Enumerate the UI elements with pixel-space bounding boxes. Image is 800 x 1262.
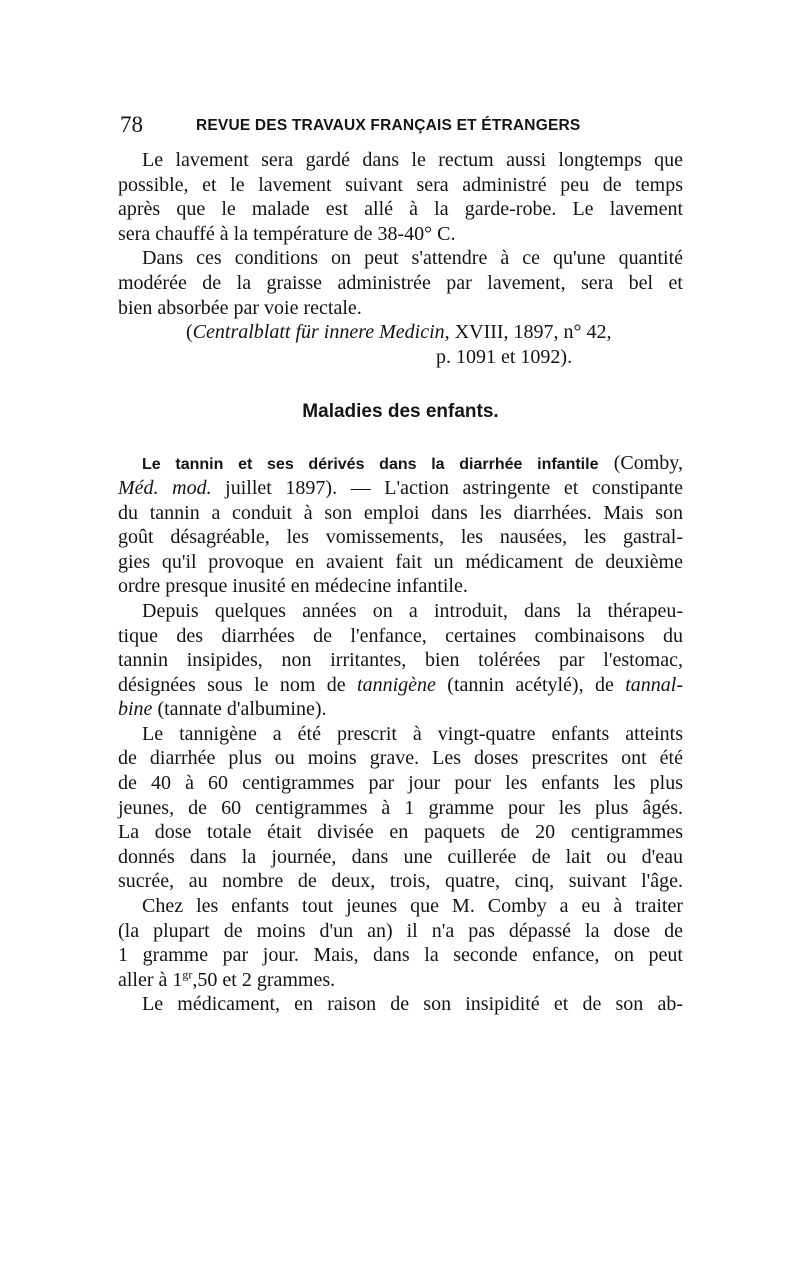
text-line	[118, 476, 683, 501]
text-line: La dose totale était divisée en paquets de 20 centigrammes	[118, 821, 683, 844]
text-line: goût désagréable, les vomissements, les nausées, les gastral-	[118, 526, 683, 549]
page-number: 78	[120, 112, 143, 137]
italic-term: tannal-	[625, 673, 683, 696]
text-line: après que le malade est allé à la garde-robe. Le lavement	[118, 198, 683, 221]
text-line: de 40 à 60 centigrammes par jour pour les enfants les plus	[118, 772, 683, 795]
article-heading-line	[118, 451, 683, 476]
text-line: tique des diarrhées de l'enfance, certaines combinaisons du	[118, 624, 683, 647]
citation-details: XVIII, 1897, n° 42,	[449, 321, 612, 344]
text-line: jeunes, de 60 centigrammes à 1 gramme pour les plus âgés.	[118, 796, 683, 819]
citation-journal: Centralblatt für innere Medicin,	[192, 321, 450, 344]
text-line: possible, et le lavement suivant sera administré peu de temps	[118, 173, 683, 196]
text-span: (tannin acétylé), de	[435, 673, 626, 696]
running-title: REVUE DES TRAVAUX FRANÇAIS ET ÉTRANGERS	[196, 117, 581, 134]
text-line: ordre presque inusité en médecine infantile.	[118, 575, 468, 598]
text-line	[118, 968, 683, 993]
text-line: Le tannigène a été prescrit à vingt-quatre enfants atteints	[142, 722, 683, 745]
citation-open: (	[186, 321, 193, 344]
text-span: aller à 1	[118, 968, 183, 991]
article-title: Le tannin et ses dérivés dans la diarrhée infantile	[142, 456, 599, 474]
spacer	[118, 369, 683, 399]
article-author: (Comby,	[598, 452, 683, 475]
text-line: du tannin a conduit à son emploi dans les diarrhées. Mais son	[118, 501, 683, 524]
text-line	[118, 673, 683, 698]
text-line: sucrée, au nombre de deux, trois, quatre, cinq, suivant l'âge.	[118, 870, 683, 893]
body-text	[118, 148, 683, 1017]
text-line: donnés dans la journée, dans une cuillerée de lait ou d'eau	[118, 845, 683, 868]
text-line: Le lavement sera gardé dans le rectum aussi longtemps que	[142, 149, 683, 171]
italic-term: bine	[118, 698, 153, 721]
text-line	[118, 697, 683, 722]
spacer	[118, 425, 683, 451]
text-line: Depuis quelques années on a introduit, dans la thérapeu-	[142, 599, 683, 622]
text-line: tannin insipides, non irritantes, bien tolérées par l'estomac,	[118, 649, 683, 672]
text-line: sera chauffé à la température de 38-40° C.	[118, 222, 456, 245]
italic-term: tannigène	[357, 673, 436, 696]
text-line: de diarrhée plus ou moins grave. Les doses prescrites ont été	[118, 747, 683, 770]
text-line: 1 gramme par jour. Mais, dans la seconde enfance, on peut	[118, 944, 683, 967]
text-line: Le médicament, en raison de son insipidité et de son ab-	[142, 993, 683, 1016]
text-span: désignées sous le nom de	[118, 673, 358, 696]
page-header	[120, 112, 690, 142]
text-line: Chez les enfants tout jeunes que M. Comby a eu à traiter	[142, 895, 683, 918]
citation-pages: p. 1091 et 1092).	[436, 345, 573, 368]
article-journal: Méd. mod.	[118, 476, 212, 499]
article-journal-date: juillet 1897). — L'action astringente et constipante	[211, 476, 683, 499]
section-title: Maladies des enfants.	[302, 401, 499, 423]
text-line: Dans ces conditions on peut s'attendre à ce qu'une quantité	[142, 247, 683, 270]
citation-line	[118, 320, 683, 345]
text-line: bien absorbée par voie rectale.	[118, 296, 362, 319]
text-span: ,50 et 2 grammes.	[192, 968, 336, 991]
superscript: gr	[182, 967, 193, 982]
text-span: (tannate d'albumine).	[152, 698, 327, 721]
text-line: gies qu'il provoque en avaient fait un médicament de deuxième	[118, 550, 683, 573]
text-line: modérée de la graisse administrée par lavement, sera bel et	[118, 271, 683, 294]
text-line: (la plupart de moins d'un an) il n'a pas dépassé la dose de	[118, 919, 683, 942]
